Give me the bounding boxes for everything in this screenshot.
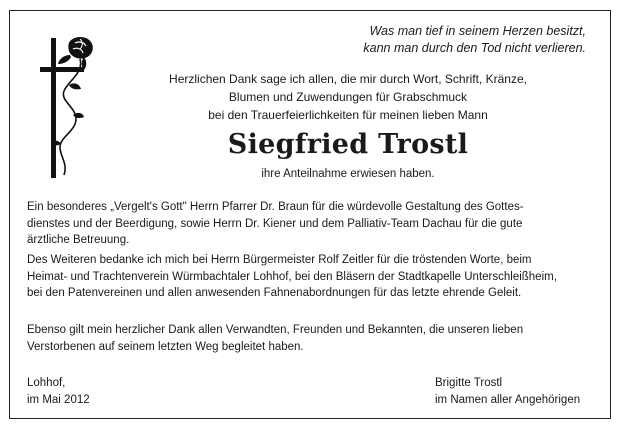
paragraph-line: dienstes und der Beerdigung, sowie Herrn Dr. Kiener und dem Palliativ-Team Dachau für die gute [27,217,523,230]
intro-line-3: bei den Trauerfeierlichkeiten für meinen lieben Mann [208,108,488,122]
paragraph-line: Heimat- und Trachtenverein Würmbachtaler Lohhof, bei den Bläsern der Stadtkapelle Unterschleißheim, [27,270,557,283]
thanks-intro [128,70,568,124]
paragraph-line: Ein besonderes „Vergelt's Gott" Herrn Pfarrer Dr. Braun für die würdevolle Gestaltung des Gottes- [27,201,524,213]
signature-block [435,375,580,408]
paragraph-line: Des Weiteren bedanke ich mich bei Herrn Bürgermeister Rolf Zeitler für die tröstenden Worte, beim [27,254,532,266]
cross-with-rose-icon [40,33,102,183]
sympathy-line: ihre Anteilnahme erwiesen haben. [261,168,435,180]
signer-note: im Namen aller Angehörigen [435,393,581,406]
obituary-notice [9,10,611,419]
thanks-paragraph-family [27,322,605,355]
thanks-paragraph-community [27,252,605,302]
date: im Mai 2012 [27,393,90,406]
motto-quote [363,23,586,57]
motto-line-2: kann man durch den Tod nicht verlieren. [363,41,586,55]
signer-name: Brigitte Trostl [435,377,503,389]
deceased-name: Siegfried Trostl [227,129,469,160]
intro-line-1: Herzlichen Dank sage ich allen, die mir durch Wort, Schrift, Kränze, [169,72,527,86]
paragraph-line: ärztliche Betreuung. [27,234,130,246]
place: Lohhof, [27,377,66,389]
intro-line-2: Blumen und Zuwendungen für Grabschmuck [228,90,468,104]
paragraph-line: bei den Patenvereinen und allen anwesenden Fahnenabordnungen für das letzte ehrende Geleit. [27,287,522,299]
place-and-date [27,375,90,408]
paragraph-line: Ebenso gilt mein herzlicher Dank allen Verwandten, Freunden und Bekannten, die unseren lieben [27,324,524,336]
motto-line-1: Was man tief in seinem Herzen besitzt, [369,24,586,38]
thanks-paragraph-clergy [27,199,605,249]
paragraph-line: Verstorbenen auf seinem letzten Weg begleitet haben. [27,340,304,353]
